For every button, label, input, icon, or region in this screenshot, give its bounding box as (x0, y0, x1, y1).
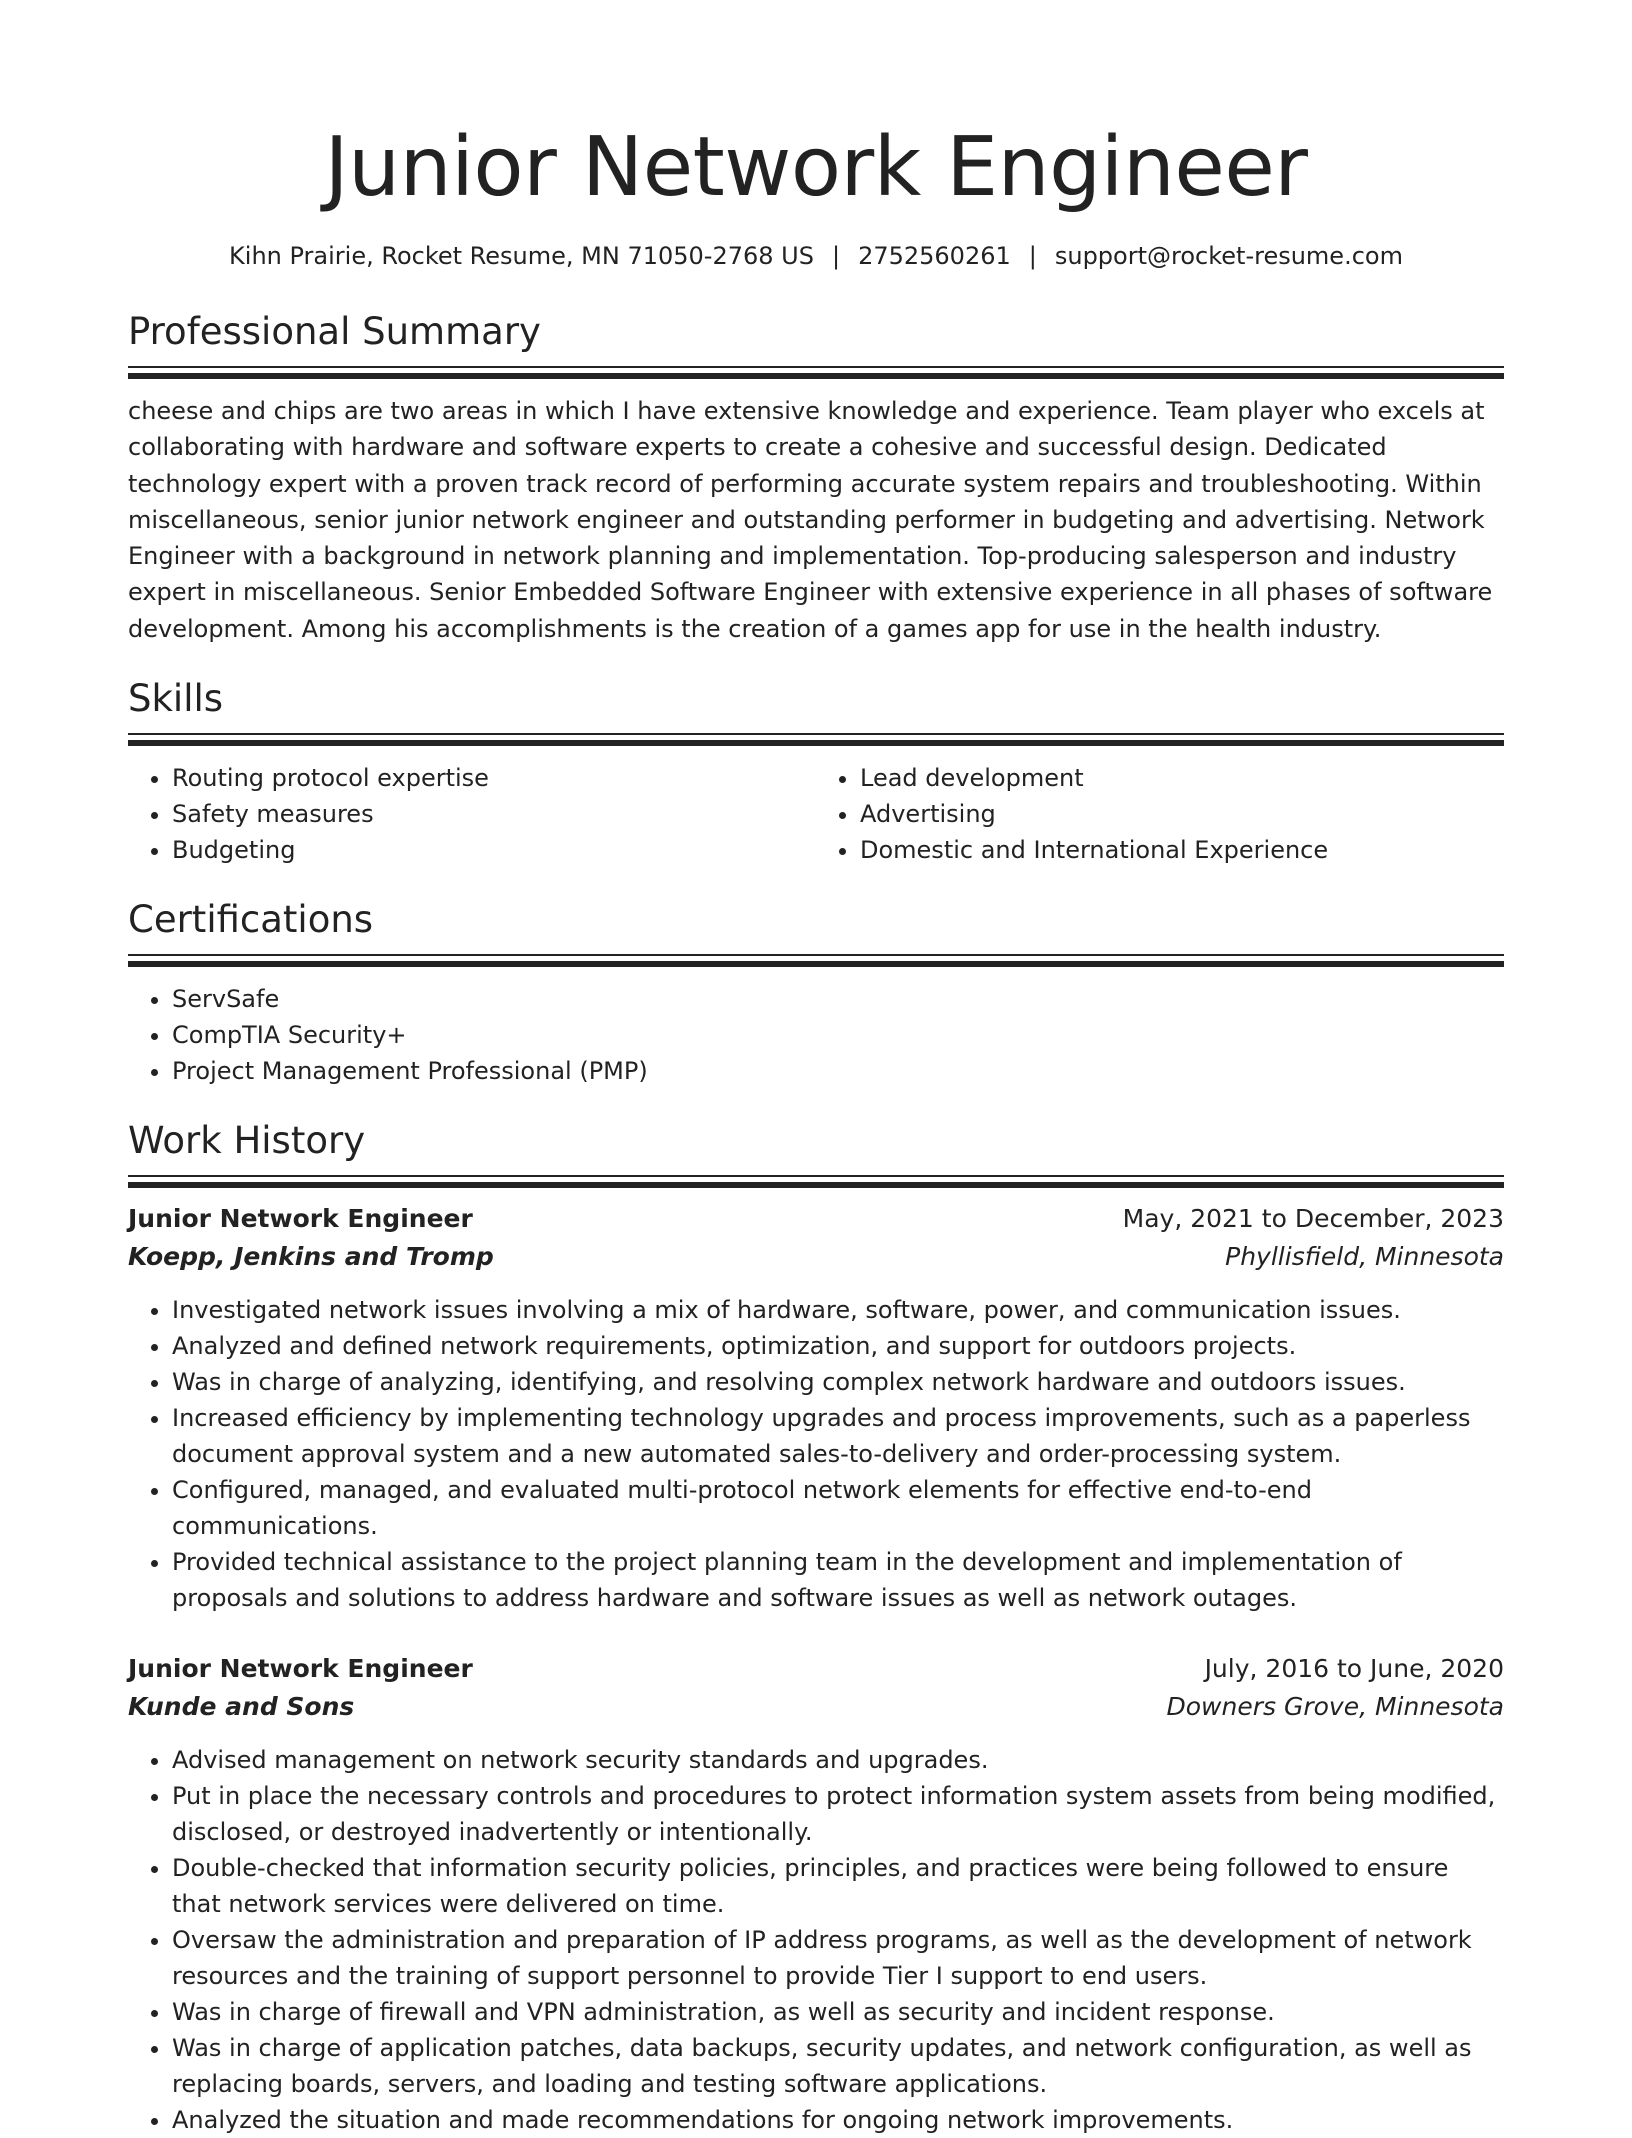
job-bullet: • Increased efficiency by implementing technology upgrades and process improvements, such as a paperless document approval system and a new automated sales-to-delivery and order-processing system. (172, 1400, 1504, 1472)
contact-address: Kihn Prairie, Rocket Resume, MN 71050-2768 US (229, 242, 814, 270)
certifications-list (128, 981, 1504, 1089)
job-company-row (128, 1238, 1504, 1276)
job-bullet: • Provided technical assistance to the project planning team in the development and implementation of proposals and solutions to address hardware and software issues as well as network outages. (172, 1544, 1504, 1616)
skill-item: • Advertising (860, 796, 1504, 832)
job-bullet: • Double-checked that information security policies, principles, and practices were being followed to ensure that network services were delivered on time. (172, 1850, 1504, 1922)
skill-item: • Domestic and International Experience (860, 832, 1504, 868)
section-heading-certifications: Certifications (128, 898, 374, 942)
work-history-section (128, 1117, 1504, 2138)
skill-item: • Lead development (860, 760, 1504, 796)
job-bullet: • Was in charge of application patches, data backups, security updates, and network configuration, as well as replacing boards, servers, and loading and testing software applications. (172, 2030, 1504, 2102)
contact-line (128, 240, 1504, 272)
job-bullet: • Was in charge of firewall and VPN administration, as well as security and incident response. (172, 1994, 1504, 2030)
job-bullet: • Analyzed the situation and made recommendations for ongoing network improvements. (172, 2102, 1504, 2138)
skills-list-left (128, 760, 816, 868)
section-heading-skills: Skills (128, 677, 224, 721)
skills-list-right (816, 760, 1504, 868)
resume-title: Junior Network Engineer (324, 120, 1308, 215)
job-company: Koepp, Jenkins and Tromp (128, 1242, 494, 1272)
job-bullet: • Analyzed and defined network requirements, optimization, and support for outdoors projects. (172, 1328, 1504, 1364)
skill-item: • Safety measures (172, 796, 816, 832)
section-heading-summary: Professional Summary (128, 310, 541, 353)
job-location: Phyllisfield, Minnesota (1225, 1242, 1504, 1272)
section-divider (128, 954, 1504, 967)
contact-email: support@rocket-resume.com (1054, 242, 1403, 270)
job-dates: May, 2021 to December, 2023 (1122, 1204, 1504, 1234)
job-entry (128, 1200, 1504, 1616)
job-entry (128, 1650, 1504, 2138)
job-company: Kunde and Sons (128, 1692, 355, 1722)
contact-phone: 2752560261 (858, 242, 1011, 270)
section-divider (128, 366, 1504, 379)
summary-section (128, 308, 1504, 647)
job-bullet-list (128, 1292, 1504, 1616)
job-company-row (128, 1688, 1504, 1726)
certifications-section (128, 896, 1504, 1089)
skills-section (128, 675, 1504, 868)
certification-item: • ServSafe (172, 981, 1504, 1017)
job-bullet-list (128, 1742, 1504, 2138)
skill-item: • Routing protocol expertise (172, 760, 816, 796)
job-bullet: • Oversaw the administration and preparation of IP address programs, as well as the development of network resources and the training of support personnel to provide Tier I support to end users. (172, 1922, 1504, 1994)
job-header-row (128, 1650, 1504, 1688)
job-header-row (128, 1200, 1504, 1238)
job-location: Downers Grove, Minnesota (1166, 1692, 1504, 1722)
certification-item: • Project Management Professional (PMP) (172, 1053, 1504, 1089)
job-bullet: • Advised management on network security standards and upgrades. (172, 1742, 1504, 1778)
job-bullet: • Configured, managed, and evaluated multi-protocol network elements for effective end-to-end communications. (172, 1472, 1504, 1544)
job-dates: July, 2016 to June, 2020 (1204, 1654, 1504, 1684)
job-bullet: • Put in place the necessary controls and procedures to protect information system assets from being modified, disclosed, or destroyed inadvertently or intentionally. (172, 1778, 1504, 1850)
certification-item: • CompTIA Security+ (172, 1017, 1504, 1053)
job-title: Junior Network Engineer (128, 1654, 473, 1684)
contact-separator: | (1028, 242, 1037, 270)
section-heading-work-history: Work History (128, 1119, 366, 1163)
job-title: Junior Network Engineer (128, 1204, 473, 1234)
contact-separator: | (831, 242, 841, 270)
summary-text: cheese and chips are two areas in which I have extensive knowledge and experience. Team player who excels at collaborating with hardware and software experts to create a cohesive and successful design. Dedicated technology expert with a proven track record of performing accurate system repairs and troubleshooting. Within miscellaneous, senior junior network engineer and outstanding performer in budgeting and advertising. Network Engineer with a background in network planning and implementation. Top-producing salesperson and industry expert in miscellaneous. Senior Embedded Software Engineer with extensive experience in all phases of software development. Among his accomplishments is the creation of a games app for use in the health industry. (128, 397, 1493, 643)
job-bullet: • Was in charge of analyzing, identifying, and resolving complex network hardware and outdoors issues. (172, 1364, 1504, 1400)
section-divider (128, 733, 1504, 746)
skill-item: • Budgeting (172, 832, 816, 868)
job-bullet: • Investigated network issues involving a mix of hardware, software, power, and communication issues. (172, 1292, 1504, 1328)
skills-columns (128, 760, 1504, 868)
section-divider (128, 1175, 1504, 1188)
